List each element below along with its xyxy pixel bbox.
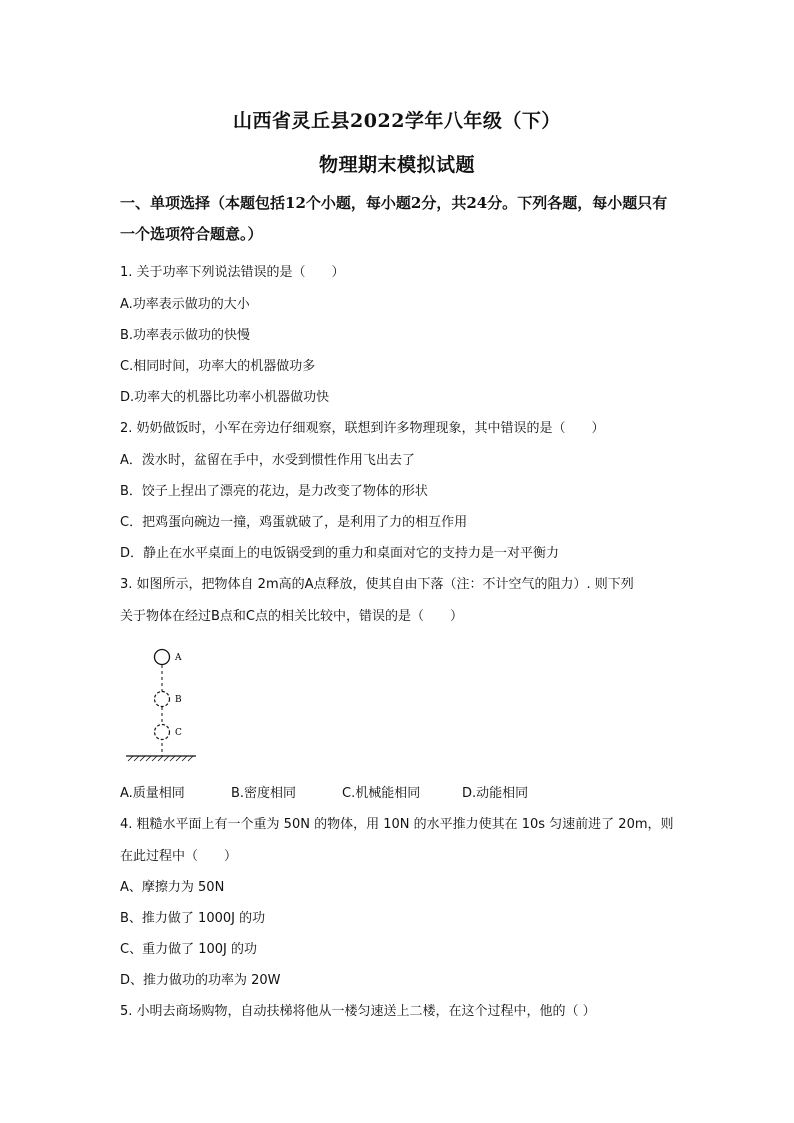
q3-option-b: B.密度相同 xyxy=(231,786,297,801)
q1-option-b: B.功率表示做功的快慢 xyxy=(120,328,251,343)
q2-option-c: C．把鸡蛋向碗边一撞，鸡蛋就破了，是利用了力的相互作用 xyxy=(120,515,468,530)
ground-hatching xyxy=(128,756,193,761)
q4-stem-line2: 在此过程中（ ） xyxy=(120,849,238,864)
ball-b xyxy=(155,692,170,707)
q3-stem-line1: 3. 如图所示，把物体自 2m高的A点释放，使其自由下落（注：不计空气的阻力）. 则下列 xyxy=(120,577,634,592)
q4-option-c: C、重力做了 100J 的功 xyxy=(120,942,257,957)
page-title: 山西省灵丘县2022学年八年级（下） xyxy=(233,110,561,132)
label-c: C xyxy=(175,728,182,738)
q2-stem: 2. 奶奶做饭时，小军在旁边仔细观察，联想到许多物理现象，其中错误的是（ ） xyxy=(120,421,605,436)
q1-option-c: C.相同时间，功率大的机器做功多 xyxy=(120,359,316,374)
q3-option-c: C.机械能相同 xyxy=(342,786,421,801)
q4-option-b: B、推力做了 1000J 的功 xyxy=(120,911,266,926)
ball-a xyxy=(155,650,170,665)
label-a: A xyxy=(175,653,182,663)
q5-stem: 5. 小明去商场购物，自动扶梯将他从一楼匀速送上二楼，在这个过程中，他的（ ） xyxy=(120,1004,596,1019)
q1-option-a: A.功率表示做功的大小 xyxy=(120,297,250,312)
q1-stem: 1. 关于功率下列说法错误的是（ ） xyxy=(120,265,345,280)
q2-option-b: B．饺子上捏出了漂亮的花边，是力改变了物体的形状 xyxy=(120,484,428,499)
q2-option-a: A．泼水时，盆留在手中，水受到惯性作用飞出去了 xyxy=(120,453,415,468)
ball-c xyxy=(155,725,170,740)
q4-stem-line1: 4. 粗糙水平面上有一个重为 50N 的物体，用 10N 的水平推力使其在 10s 匀速前进了 20m，则 xyxy=(120,817,674,832)
q4-option-a: A、摩擦力为 50N xyxy=(120,880,225,895)
q3-stem-line2: 关于物体在经过B点和C点的相关比较中，错误的是（ ） xyxy=(120,609,463,624)
q3-option-a: A.质量相同 xyxy=(120,786,185,801)
q2-option-d: D．静止在水平桌面上的电饭锅受到的重力和桌面对它的支持力是一对平衡力 xyxy=(120,546,560,561)
page-subtitle: 物理期末模拟试题 xyxy=(318,154,475,176)
label-b: B xyxy=(175,695,182,705)
q1-option-d: D.功率大的机器比功率小机器做功快 xyxy=(120,390,330,405)
section-heading: 一、单项选择（本题包括12个小题，每小题2分，共24分。下列各题，每小题只有一个选项符合题意。） xyxy=(120,194,668,243)
q3-option-d: D.动能相同 xyxy=(462,786,529,801)
q4-option-d: D、推力做功的功率为 20W xyxy=(120,973,281,988)
free-fall-figure xyxy=(120,640,210,765)
